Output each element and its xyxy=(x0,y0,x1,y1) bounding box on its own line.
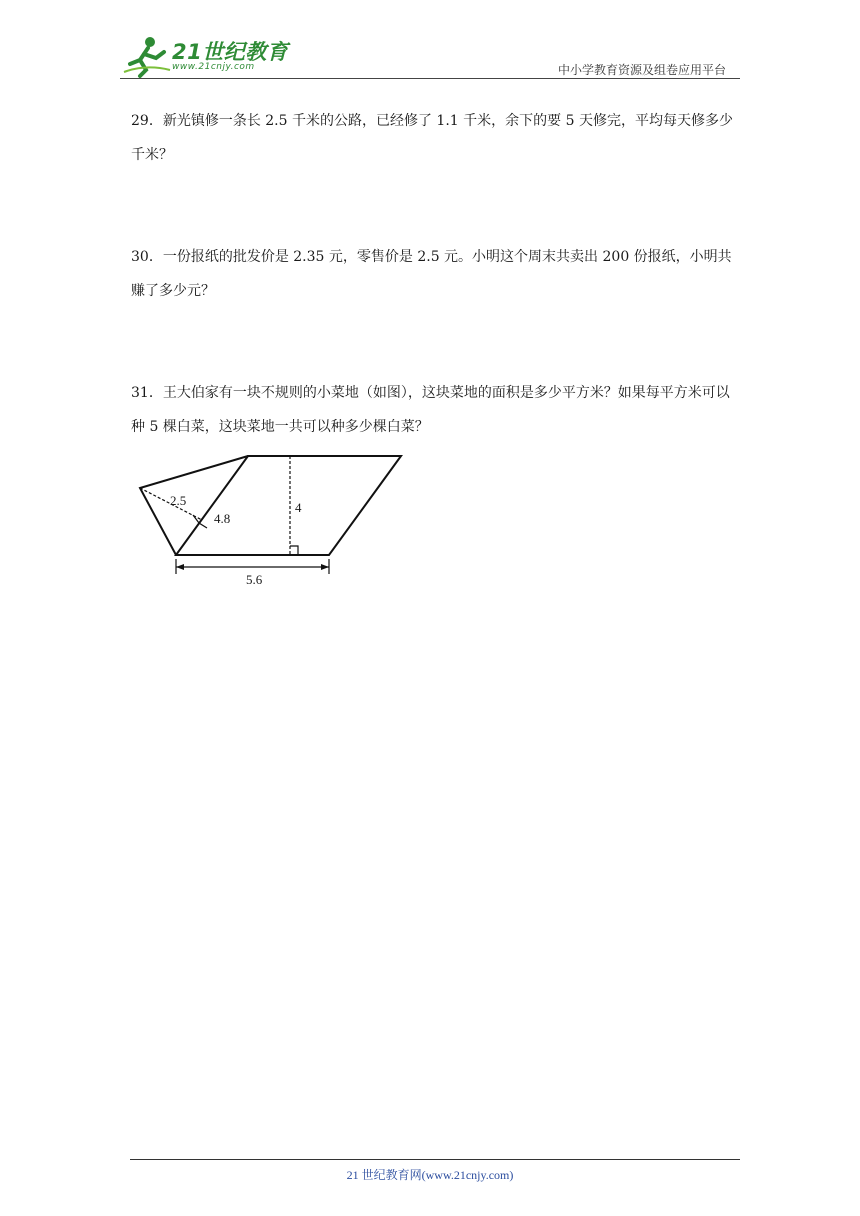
page-footer: 21 世纪教育网(www.21cnjy.com) xyxy=(346,1168,514,1182)
vegetable-plot-figure xyxy=(130,448,410,593)
question-29: 29．新光镇修一条长 2.5 千米的公路，已经修了 1.1 千米，余下的要 5 天修完，平均每天修多少千米？ xyxy=(131,113,733,163)
right-angle-mark-base xyxy=(290,546,298,555)
logo-url: www.21cnjy.com xyxy=(172,62,255,72)
page-header xyxy=(120,34,740,80)
label-base: 5.6 xyxy=(246,572,263,587)
logo-text: 21世纪教育 xyxy=(172,40,289,64)
label-parallelogram-height: 4 xyxy=(295,500,302,515)
plot-diagram xyxy=(130,448,410,593)
label-diagonal: 4.8 xyxy=(214,511,231,526)
footer-divider xyxy=(130,1159,740,1160)
question-30: 30．一份报纸的批发价是 2.35 元，零售价是 2.5 元。小明这个周末共卖出 200 份报纸，小明共赚了多少元？ xyxy=(131,249,732,299)
label-triangle-height: 2.5 xyxy=(170,493,187,508)
header-divider xyxy=(120,78,740,79)
question-31: 31．王大伯家有一块不规则的小菜地（如图），这块菜地的面积是多少平方米？如果每平方米可以种 5 棵白菜，这块菜地一共可以种多少棵白菜？ xyxy=(131,385,730,435)
parallelogram-shape xyxy=(176,456,401,555)
logo xyxy=(120,34,295,78)
triangle-shape xyxy=(140,456,248,555)
platform-title: 中小学教育资源及组卷应用平台 xyxy=(557,63,726,77)
runner-logo-icon xyxy=(120,34,172,78)
